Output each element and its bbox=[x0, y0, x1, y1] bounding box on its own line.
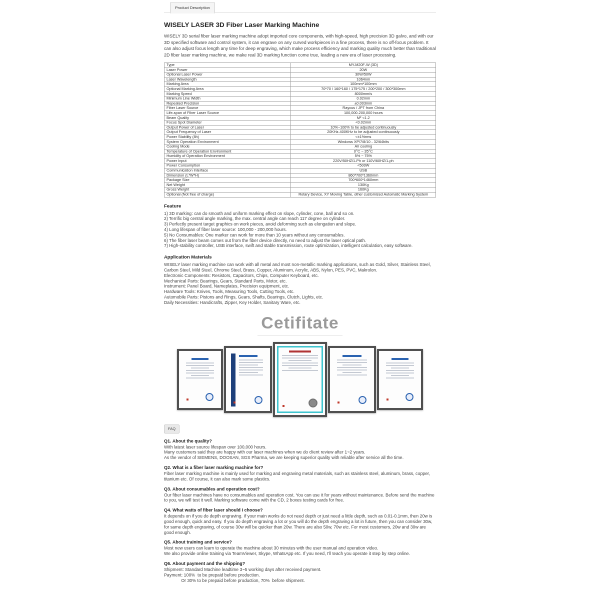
spec-value: <500W bbox=[291, 163, 436, 168]
product-intro-paragraph: WISELY 3D serial fiber laser marking machine adopt imported core components, with high-speed, high precision 3D galvo, and with our 3D specified software and control system, it can engrave on any curved workpieces in a fine process, there is no off-focus problem. It can also adjust focus length any time for deep engraving, which make process efficiency and marking quality much better than traditional 2D fiber laser marking machine, we make real 3D marking function come true, leading a new era of laser processing. bbox=[164, 33, 436, 58]
certificate-text-line bbox=[282, 357, 318, 358]
certificate-seal-icon bbox=[206, 393, 214, 401]
certificate-stripe bbox=[231, 353, 236, 406]
faq-item bbox=[164, 561, 436, 583]
certificate-header-bar bbox=[191, 358, 208, 360]
certificate-text-line bbox=[186, 362, 214, 363]
faq-question: Q6. About payment and the shipping? bbox=[164, 560, 246, 566]
faq-item bbox=[164, 540, 436, 557]
certificate-header-bar bbox=[343, 355, 362, 357]
spec-label: Repeated Precision bbox=[164, 101, 291, 106]
spec-label: Humidity of Operation Environment bbox=[164, 154, 291, 159]
spec-label: Type bbox=[164, 63, 291, 68]
spec-label: Optional Laser Power bbox=[164, 72, 291, 77]
application-materials-list bbox=[164, 262, 436, 305]
certificate-header-bar bbox=[391, 358, 408, 360]
feature-heading: Feature bbox=[164, 203, 182, 209]
faq-item bbox=[164, 486, 436, 503]
spec-label: Output Power of Laser bbox=[164, 125, 291, 130]
certificate-text-line bbox=[282, 355, 318, 356]
application-line: Instrument: Panel Board, Nameplates, Precision equipment, etc. bbox=[164, 283, 290, 289]
certificate-seal-icon bbox=[406, 393, 414, 401]
certificate-thumbnail-3 bbox=[273, 342, 327, 417]
spec-value: Raycus / JPT from China bbox=[291, 106, 436, 111]
certificate-text-line bbox=[186, 365, 214, 366]
certificate-stamp-icon bbox=[187, 398, 189, 400]
spec-value: 700*600*1460mm bbox=[291, 178, 436, 183]
feature-item: 4) Long lifespan of fiber laser source: 100,000 - 200,000 hours. bbox=[164, 227, 287, 233]
spec-label: Dimension (L*W*H) bbox=[164, 173, 291, 178]
spec-label: Marking Area bbox=[164, 82, 291, 87]
faq-answer-line: Payment: 100% to be prepaid before production. bbox=[164, 572, 260, 578]
spec-label: Marking Speed bbox=[164, 92, 291, 97]
certificate-text-line bbox=[282, 370, 318, 371]
spec-label: Power Input bbox=[164, 159, 291, 164]
spec-label: Package Size bbox=[164, 178, 291, 183]
spec-value: MY-M20F-W (3D) bbox=[291, 63, 436, 68]
spec-value: 220V/50HZ/1-Ph or 110V/60HZ/1-ph bbox=[291, 159, 436, 164]
spec-label: Temperature of Operation Environment bbox=[164, 149, 291, 154]
spec-value: 130Kg bbox=[291, 183, 436, 188]
spec-label: Cooling Mode bbox=[164, 144, 291, 149]
certificate-text-line bbox=[186, 370, 214, 371]
certificate-header-bar bbox=[239, 355, 258, 357]
certificate-text-line bbox=[282, 362, 318, 363]
certificate-stamp-icon bbox=[283, 405, 285, 407]
certificate-text-line bbox=[239, 367, 263, 368]
certificate-thumbnail-2 bbox=[224, 346, 272, 413]
spec-label: Gross Weight bbox=[164, 187, 291, 192]
spec-label: Minimum Line Width bbox=[164, 96, 291, 101]
spec-value: 5% ~ 75% bbox=[291, 154, 436, 159]
certificate-paper bbox=[277, 346, 323, 413]
certificate-text-line bbox=[186, 377, 214, 378]
certificate-text-line bbox=[239, 364, 258, 365]
spec-label: Life-span of Fiber Laser Source bbox=[164, 111, 291, 116]
faq-answer-line: Our fiber laser machines have no consumables and operation cost. You can use it for years without maintenance. Before send the machine to you, we will test it well. Marking software come with the CD, 2 boxes testing cards for free. bbox=[164, 492, 436, 503]
faq-question: Q1. About the quality? bbox=[164, 438, 212, 444]
spec-value: 0°C ~ 35°C bbox=[291, 149, 436, 154]
faq-answer-line: Shipment: Standard Machine leadtime 3~5 working days after received payment. bbox=[164, 566, 322, 572]
spec-value: ±0.003mm bbox=[291, 101, 436, 106]
faq-answer-line: Or 30% to be prepaid before production, 70% before shipment. bbox=[164, 577, 305, 583]
certificate-text-line bbox=[386, 365, 414, 366]
spec-label: Power Consumption bbox=[164, 163, 291, 168]
spec-label: Optional (Not free of charge) bbox=[164, 192, 291, 197]
certificate-section-title: Cetifitate bbox=[261, 313, 339, 333]
spec-value: <±1%rms bbox=[291, 135, 436, 140]
tab-bar bbox=[164, 2, 436, 13]
spec-value: USB bbox=[291, 168, 436, 173]
spec-value: 0.02mm bbox=[291, 96, 436, 101]
spec-table-body bbox=[164, 63, 436, 197]
application-line: WISELY laser marking machine can work with all metal and most non-metallic marking applications, such as Gold, Silver, Stainless Steel, Carbon Steel, Mild Steel, Chrome Steel, Brass, Copper, Aluminum, Acrylic, ABS, Nylon, PES, PVC, Makrolon. bbox=[164, 262, 431, 273]
certificate-text-line bbox=[386, 362, 414, 363]
certificate-text-line bbox=[386, 372, 414, 373]
certificate-seal-icon bbox=[359, 396, 367, 404]
certificate-text-line bbox=[337, 367, 367, 368]
certificate-paper bbox=[334, 352, 371, 408]
feature-item: 6) The fiber laser beam comes out from the fiber device directly, no need to adjust the laser optical path. bbox=[164, 237, 367, 243]
faq-answer-line: As the vendor of SIEMENS, DOOSAN, SGS Pharma, we are keeping superior quality with reliable after service all the time. bbox=[164, 455, 404, 461]
spec-label: Output Frequency of Laser bbox=[164, 130, 291, 135]
feature-item: 1) 3D marking: can do smooth and uniform marking effect on slope, cylinder, cone, ball and so on. bbox=[164, 210, 355, 216]
certificate-header-bar bbox=[289, 350, 311, 352]
certificate-text-line bbox=[282, 365, 318, 366]
certificate-text-line bbox=[289, 360, 312, 361]
faq-badge: FAQ bbox=[164, 424, 180, 433]
certificate-text-line bbox=[386, 370, 414, 371]
spec-value: 160Kg bbox=[291, 187, 436, 192]
product-title: WISELY LASER 3D Fiber Laser Marking Machine bbox=[164, 21, 320, 29]
certificate-text-line bbox=[386, 377, 414, 378]
feature-item: 3) Perfectly present target graphics on work pieces, avoid deforming such as elongation and slope. bbox=[164, 221, 357, 227]
faq-answer-line: Most new users can learn to operate the machine about 30 minutes with the user manual and operation video. bbox=[164, 545, 379, 551]
certificate-thumbnail-5 bbox=[377, 349, 423, 410]
certificate-paper bbox=[183, 355, 218, 405]
faq-answer-line: It depends on if you do depth engraving. If your main works do not need depth or just need a little depth, such as 0.01-0.1mm, then 20w is good enough, quick and easy. If you do depth engraving a lot or you will do the depth engraving a lot in future, then you can consider 30w, for same depth engraving, of course 30w will be quicker than 20w. There are also 50w, 70w etc. For most customers, 20w and 30w are good enough. bbox=[164, 513, 434, 535]
faq-question: Q5. About training and service? bbox=[164, 539, 232, 545]
spec-value: 20W bbox=[291, 68, 436, 73]
certificate-seal-icon bbox=[309, 398, 318, 407]
application-line: Hardware Tools: Knives, Tools, Measuring Tools, Cutting Tools, etc. bbox=[164, 289, 295, 295]
certificate-gallery bbox=[164, 340, 436, 418]
certificate-text-line bbox=[337, 374, 367, 375]
spec-label: Fiber Laser Source bbox=[164, 106, 291, 111]
spec-value: Windows XP/7/8/10 - 32/64bits bbox=[291, 140, 436, 145]
certificate-text-line bbox=[342, 364, 361, 365]
certificate-thumbnail-4 bbox=[328, 346, 376, 413]
spec-label: Focus Spot Diameter bbox=[164, 120, 291, 125]
certificate-text-line bbox=[337, 359, 367, 360]
spec-label: Laser Wavelength bbox=[164, 77, 291, 82]
feature-item: 2) Terrific big central angle marking, the max. central angle can reach 117 degree on cylinder. bbox=[164, 216, 346, 222]
spec-label: Communication Interface bbox=[164, 168, 291, 173]
certificate-text-line bbox=[239, 362, 263, 363]
certificate-text-line bbox=[391, 375, 409, 376]
certificate-text-line bbox=[391, 367, 409, 368]
faq-item bbox=[164, 465, 436, 482]
faq-item bbox=[164, 438, 436, 460]
application-materials-heading: Application Materials bbox=[164, 254, 212, 261]
spec-value: 100mm*100mm bbox=[291, 82, 436, 87]
certificate-stamp-icon bbox=[234, 401, 236, 403]
certificate-text-line bbox=[337, 362, 367, 363]
certificate-text-line bbox=[239, 359, 263, 360]
faq-answer-line: Fiber laser marking machine is mainly used for marking and engraving metal materials, such as stainless steel, aluminum, brass, copper, titanium etc. Of course, it can also mark some plastics. bbox=[164, 470, 432, 482]
application-line: Mechanical Parts: Bearings, Gears, Standard Parts, Motor, etc. bbox=[164, 278, 287, 284]
certificate-text-line bbox=[186, 372, 214, 373]
spec-label: System Operation Environment bbox=[164, 140, 291, 145]
certificate-text-line bbox=[191, 367, 209, 368]
feature-item: 5) No Consumables: One marker can work for more than 10 years without any consumables. bbox=[164, 232, 345, 238]
spec-value: 1064nm bbox=[291, 77, 436, 82]
spec-value: M² <1.2 bbox=[291, 116, 436, 121]
certificate-text-line bbox=[289, 367, 312, 368]
spec-label: Laser Power bbox=[164, 68, 291, 73]
spec-value: Rotary Device, XY Moving Table, other customized Automatic Marking System bbox=[291, 192, 436, 197]
certificate-text-line bbox=[239, 369, 263, 370]
faq-answer-line: We also provide online training via TeamViewer, Skype, WhatsApp etc. If you need, I'll teach you operate it step by step online. bbox=[164, 551, 411, 557]
certificate-text-line bbox=[239, 374, 263, 375]
faq-answer-line: With latest laser source lifespan over 100,000 hours. bbox=[164, 444, 267, 450]
spec-label: Net Weight bbox=[164, 183, 291, 188]
spec-value: 860*700*1360mm bbox=[291, 173, 436, 178]
spec-value: <0.02mm bbox=[291, 120, 436, 125]
certificate-stamp-icon bbox=[338, 401, 340, 403]
spec-value: 30W/50W bbox=[291, 72, 436, 77]
feature-list bbox=[164, 211, 436, 249]
spec-value: 70*70 / 160*160 / 175*175 / 200*200 / 300*300mm bbox=[291, 87, 436, 92]
feature-item: 7) High-stability controller, USB interface, swift and stable transmission, route optimization, intelligent calculation, easy software. bbox=[164, 243, 413, 249]
faq-item bbox=[164, 508, 436, 536]
certificate-thumbnail-1 bbox=[177, 349, 223, 410]
certificate-paper bbox=[230, 352, 267, 408]
spec-label: Power Stability (8h) bbox=[164, 135, 291, 140]
faq-list bbox=[164, 438, 436, 583]
spec-label: Beam Quality bbox=[164, 116, 291, 121]
spec-value: 100,000-200,000 hours bbox=[291, 111, 436, 116]
certificate-paper bbox=[383, 355, 418, 405]
spec-label: Optional Marking Area bbox=[164, 87, 291, 92]
certificate-text-line bbox=[342, 372, 361, 373]
spec-row bbox=[164, 192, 436, 197]
spec-value: 10%~100% to be adjusted continuously bbox=[291, 125, 436, 130]
application-line: Automobile Parts: Pistons and Rings, Gears, Shafts, Bearings, Clutch, Lights, etc. bbox=[164, 294, 324, 300]
faq-answer-line: Many customers said they are happy with our laser machines when we do client review after 1~2 years. bbox=[164, 449, 366, 455]
spec-value: 8000mm/s bbox=[291, 92, 436, 97]
spec-value: 20KHz-400KHz to be adjusted continuously bbox=[291, 130, 436, 135]
certificate-seal-icon bbox=[255, 396, 263, 404]
tab-product-description[interactable]: Product Description bbox=[170, 3, 215, 14]
spec-table bbox=[164, 63, 436, 198]
faq-question: Q3. About consumables and operation cost? bbox=[164, 486, 260, 492]
application-line: Electronic Components: Resistors, Capacitors, Chips, Computer Keyboard, etc. bbox=[164, 272, 319, 278]
certificate-divider bbox=[258, 335, 343, 336]
spec-value: Air cooling bbox=[291, 144, 436, 149]
certificate-stamp-icon bbox=[387, 398, 389, 400]
application-line: Daily Necessities: Handicrafts, Zipper, Key Holder, Sanitary Ware, etc. bbox=[164, 299, 301, 305]
faq-question: Q4. What watts of fiber laser should I choose? bbox=[164, 507, 263, 513]
certificate-text-line bbox=[191, 375, 209, 376]
certificate-text-line bbox=[239, 372, 258, 373]
certificate-text-line bbox=[337, 369, 367, 370]
faq-question: Q2. What is a fiber laser marking machine for? bbox=[164, 464, 264, 470]
product-description-card bbox=[164, 2, 436, 600]
